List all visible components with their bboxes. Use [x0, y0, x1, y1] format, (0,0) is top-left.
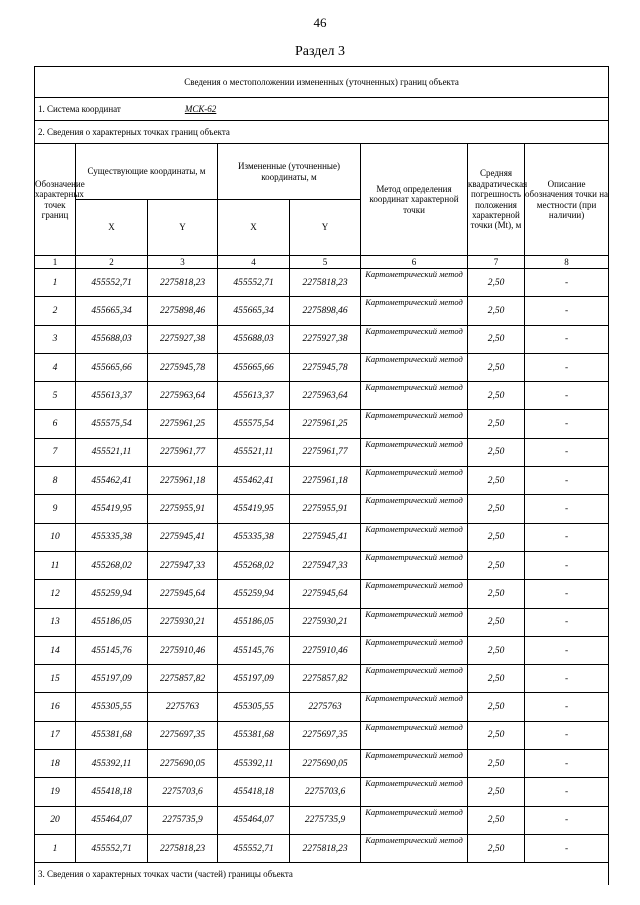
changed-x-cell: 455575,54: [218, 410, 290, 438]
parts-heading: 3. Сведения о характерных точках части (частей) границы объекта: [35, 863, 609, 886]
table-row: [35, 580, 609, 608]
point-number-cell: 11: [35, 551, 76, 579]
accuracy-cell: 2,50: [468, 495, 525, 523]
method-cell: Картометрический метод: [361, 721, 468, 749]
existing-x-cell: 455613,37: [76, 382, 148, 410]
method-cell: Картометрический метод: [361, 297, 468, 325]
section-title: Раздел 3: [294, 44, 346, 59]
description-cell: -: [525, 721, 609, 749]
changed-x-cell: 455197,09: [218, 665, 290, 693]
existing-y-cell: 2275961,77: [148, 438, 218, 466]
column-number: 2: [76, 256, 148, 269]
changed-y-cell: 2275927,38: [290, 325, 361, 353]
column-number: 7: [468, 256, 525, 269]
point-number-cell: 17: [35, 721, 76, 749]
method-cell: Картометрический метод: [361, 269, 468, 297]
header-description: Описание обозначения точки на местности (при наличии): [525, 144, 609, 256]
table-row: [35, 523, 609, 551]
table-row: [35, 608, 609, 636]
accuracy-cell: 2,50: [468, 523, 525, 551]
column-number: 8: [525, 256, 609, 269]
existing-y-cell: 2275930,21: [148, 608, 218, 636]
header-y-changed: Y: [290, 200, 361, 256]
changed-x-cell: 455186,05: [218, 608, 290, 636]
description-cell: -: [525, 467, 609, 495]
accuracy-cell: 2,50: [468, 665, 525, 693]
table-row: [35, 636, 609, 664]
existing-y-cell: 2275857,82: [148, 665, 218, 693]
existing-x-cell: 455186,05: [76, 608, 148, 636]
table-row: [35, 495, 609, 523]
description-cell: -: [525, 382, 609, 410]
changed-y-cell: 2275818,23: [290, 269, 361, 297]
accuracy-cell: 2,50: [468, 750, 525, 778]
table-row: [35, 834, 609, 862]
description-cell: -: [525, 750, 609, 778]
changed-x-cell: 455613,37: [218, 382, 290, 410]
column-number: 5: [290, 256, 361, 269]
accuracy-cell: 2,50: [468, 325, 525, 353]
method-cell: Картометрический метод: [361, 325, 468, 353]
accuracy-cell: 2,50: [468, 580, 525, 608]
table-row: [35, 325, 609, 353]
changed-y-cell: 2275690,05: [290, 750, 361, 778]
existing-x-cell: 455197,09: [76, 665, 148, 693]
boundary-table: [34, 66, 609, 885]
existing-x-cell: 455552,71: [76, 834, 148, 862]
point-number-cell: 7: [35, 438, 76, 466]
changed-x-cell: 455464,07: [218, 806, 290, 834]
method-cell: Картометрический метод: [361, 523, 468, 551]
method-cell: Картометрический метод: [361, 665, 468, 693]
page-number: 46: [313, 15, 327, 30]
method-cell: Картометрический метод: [361, 636, 468, 664]
changed-y-cell: 2275963,64: [290, 382, 361, 410]
existing-y-cell: 2275697,35: [148, 721, 218, 749]
changed-y-cell: 2275945,64: [290, 580, 361, 608]
method-cell: Картометрический метод: [361, 778, 468, 806]
point-number-cell: 4: [35, 353, 76, 381]
header-existing: Существующие координаты, м: [76, 144, 218, 200]
description-cell: -: [525, 665, 609, 693]
point-number-cell: 15: [35, 665, 76, 693]
changed-x-cell: 455462,41: [218, 467, 290, 495]
header-accuracy: Средняя квадратическая погрешность положения характерной точки (Mt), м: [468, 144, 525, 256]
existing-x-cell: 455335,38: [76, 523, 148, 551]
points-heading: 2. Сведения о характерных точках границ объекта: [35, 121, 609, 144]
existing-y-cell: 2275818,23: [148, 834, 218, 862]
accuracy-cell: 2,50: [468, 269, 525, 297]
changed-y-cell: 2275930,21: [290, 608, 361, 636]
table-row: [35, 750, 609, 778]
table-row: [35, 721, 609, 749]
changed-y-cell: 2275945,78: [290, 353, 361, 381]
point-number-cell: 8: [35, 467, 76, 495]
accuracy-cell: 2,50: [468, 551, 525, 579]
table-row: [35, 778, 609, 806]
changed-y-cell: 2275697,35: [290, 721, 361, 749]
existing-y-cell: 2275963,64: [148, 382, 218, 410]
changed-x-cell: 455392,11: [218, 750, 290, 778]
changed-y-cell: 2275857,82: [290, 665, 361, 693]
point-number-cell: 19: [35, 778, 76, 806]
changed-y-cell: 2275763: [290, 693, 361, 721]
header-changed: Измененные (уточненные) координаты, м: [218, 144, 361, 200]
existing-x-cell: 455665,66: [76, 353, 148, 381]
column-number: 4: [218, 256, 290, 269]
existing-y-cell: 2275735,9: [148, 806, 218, 834]
accuracy-cell: 2,50: [468, 410, 525, 438]
changed-y-cell: 2275898,46: [290, 297, 361, 325]
existing-x-cell: 455665,34: [76, 297, 148, 325]
table-row: [35, 438, 609, 466]
description-cell: -: [525, 834, 609, 862]
column-number: 6: [361, 256, 468, 269]
changed-y-cell: 2275945,41: [290, 523, 361, 551]
existing-x-cell: 455418,18: [76, 778, 148, 806]
existing-x-cell: 455392,11: [76, 750, 148, 778]
coord-system-value: МСК-62: [184, 104, 217, 114]
table-row: [35, 693, 609, 721]
existing-x-cell: 455521,11: [76, 438, 148, 466]
column-numbers-row: [35, 256, 609, 269]
point-number-cell: 1: [35, 834, 76, 862]
point-number-cell: 5: [35, 382, 76, 410]
changed-x-cell: 455552,71: [218, 834, 290, 862]
description-cell: -: [525, 636, 609, 664]
existing-y-cell: 2275910,46: [148, 636, 218, 664]
accuracy-cell: 2,50: [468, 608, 525, 636]
existing-x-cell: 455552,71: [76, 269, 148, 297]
method-cell: Картометрический метод: [361, 806, 468, 834]
existing-x-cell: 455575,54: [76, 410, 148, 438]
changed-x-cell: 455418,18: [218, 778, 290, 806]
header-designation: Обозначение характерных точек границ: [35, 144, 76, 256]
description-cell: -: [525, 806, 609, 834]
changed-y-cell: 2275961,77: [290, 438, 361, 466]
method-cell: Картометрический метод: [361, 750, 468, 778]
method-cell: Картометрический метод: [361, 608, 468, 636]
existing-y-cell: 2275961,18: [148, 467, 218, 495]
table-row: [35, 269, 609, 297]
accuracy-cell: 2,50: [468, 297, 525, 325]
existing-y-cell: 2275818,23: [148, 269, 218, 297]
existing-y-cell: 2275898,46: [148, 297, 218, 325]
method-cell: Картометрический метод: [361, 551, 468, 579]
point-number-cell: 2: [35, 297, 76, 325]
point-number-cell: 6: [35, 410, 76, 438]
changed-y-cell: 2275703,6: [290, 778, 361, 806]
method-cell: Картометрический метод: [361, 382, 468, 410]
changed-y-cell: 2275955,91: [290, 495, 361, 523]
existing-y-cell: 2275763: [148, 693, 218, 721]
point-number-cell: 9: [35, 495, 76, 523]
changed-y-cell: 2275818,23: [290, 834, 361, 862]
column-number: 3: [148, 256, 218, 269]
description-cell: -: [525, 297, 609, 325]
description-cell: -: [525, 523, 609, 551]
description-cell: -: [525, 269, 609, 297]
existing-x-cell: 455259,94: [76, 580, 148, 608]
accuracy-cell: 2,50: [468, 353, 525, 381]
header-x-existing: X: [76, 200, 148, 256]
coord-system-label: 1. Система координат: [38, 104, 121, 114]
existing-y-cell: 2275961,25: [148, 410, 218, 438]
changed-x-cell: 455268,02: [218, 551, 290, 579]
description-cell: -: [525, 438, 609, 466]
table-row: [35, 382, 609, 410]
point-number-cell: 1: [35, 269, 76, 297]
existing-y-cell: 2275947,33: [148, 551, 218, 579]
accuracy-cell: 2,50: [468, 778, 525, 806]
method-cell: Картометрический метод: [361, 467, 468, 495]
point-number-cell: 14: [35, 636, 76, 664]
existing-x-cell: 455268,02: [76, 551, 148, 579]
description-cell: -: [525, 551, 609, 579]
method-cell: Картометрический метод: [361, 580, 468, 608]
table-row: [35, 467, 609, 495]
changed-x-cell: 455665,34: [218, 297, 290, 325]
table-title: Сведения о местоположении измененных (уточненных) границ объекта: [35, 67, 609, 98]
existing-x-cell: 455462,41: [76, 467, 148, 495]
point-number-cell: 13: [35, 608, 76, 636]
changed-x-cell: 455145,76: [218, 636, 290, 664]
method-cell: Картометрический метод: [361, 438, 468, 466]
table-row: [35, 806, 609, 834]
point-number-cell: 18: [35, 750, 76, 778]
accuracy-cell: 2,50: [468, 636, 525, 664]
changed-y-cell: 2275735,9: [290, 806, 361, 834]
accuracy-cell: 2,50: [468, 721, 525, 749]
changed-x-cell: 455419,95: [218, 495, 290, 523]
existing-y-cell: 2275690,05: [148, 750, 218, 778]
column-number: 1: [35, 256, 76, 269]
method-cell: Картометрический метод: [361, 353, 468, 381]
accuracy-cell: 2,50: [468, 693, 525, 721]
changed-x-cell: 455665,66: [218, 353, 290, 381]
changed-x-cell: 455259,94: [218, 580, 290, 608]
point-number-cell: 10: [35, 523, 76, 551]
existing-y-cell: 2275703,6: [148, 778, 218, 806]
changed-x-cell: 455335,38: [218, 523, 290, 551]
method-cell: Картометрический метод: [361, 693, 468, 721]
method-cell: Картометрический метод: [361, 834, 468, 862]
existing-x-cell: 455305,55: [76, 693, 148, 721]
table-row: [35, 410, 609, 438]
existing-x-cell: 455145,76: [76, 636, 148, 664]
existing-y-cell: 2275945,78: [148, 353, 218, 381]
changed-y-cell: 2275961,18: [290, 467, 361, 495]
description-cell: -: [525, 580, 609, 608]
point-number-cell: 20: [35, 806, 76, 834]
header-x-changed: X: [218, 200, 290, 256]
table-row: [35, 297, 609, 325]
changed-x-cell: 455688,03: [218, 325, 290, 353]
table-row: [35, 353, 609, 381]
changed-x-cell: 455305,55: [218, 693, 290, 721]
description-cell: -: [525, 778, 609, 806]
changed-x-cell: 455521,11: [218, 438, 290, 466]
changed-y-cell: 2275961,25: [290, 410, 361, 438]
description-cell: -: [525, 495, 609, 523]
header-y-existing: Y: [148, 200, 218, 256]
accuracy-cell: 2,50: [468, 834, 525, 862]
accuracy-cell: 2,50: [468, 467, 525, 495]
changed-x-cell: 455381,68: [218, 721, 290, 749]
existing-x-cell: 455381,68: [76, 721, 148, 749]
existing-y-cell: 2275945,41: [148, 523, 218, 551]
table-row: [35, 551, 609, 579]
accuracy-cell: 2,50: [468, 438, 525, 466]
changed-y-cell: 2275947,33: [290, 551, 361, 579]
accuracy-cell: 2,50: [468, 806, 525, 834]
point-number-cell: 12: [35, 580, 76, 608]
point-number-cell: 3: [35, 325, 76, 353]
existing-x-cell: 455464,07: [76, 806, 148, 834]
description-cell: -: [525, 353, 609, 381]
existing-y-cell: 2275927,38: [148, 325, 218, 353]
method-cell: Картометрический метод: [361, 495, 468, 523]
existing-y-cell: 2275945,64: [148, 580, 218, 608]
accuracy-cell: 2,50: [468, 382, 525, 410]
description-cell: -: [525, 325, 609, 353]
description-cell: -: [525, 410, 609, 438]
changed-y-cell: 2275910,46: [290, 636, 361, 664]
existing-x-cell: 455419,95: [76, 495, 148, 523]
changed-x-cell: 455552,71: [218, 269, 290, 297]
description-cell: -: [525, 608, 609, 636]
point-number-cell: 16: [35, 693, 76, 721]
existing-y-cell: 2275955,91: [148, 495, 218, 523]
method-cell: Картометрический метод: [361, 410, 468, 438]
header-method: Метод определения координат характерной точки: [361, 144, 468, 256]
description-cell: -: [525, 693, 609, 721]
coord-system-row: [35, 98, 609, 121]
existing-x-cell: 455688,03: [76, 325, 148, 353]
table-row: [35, 665, 609, 693]
